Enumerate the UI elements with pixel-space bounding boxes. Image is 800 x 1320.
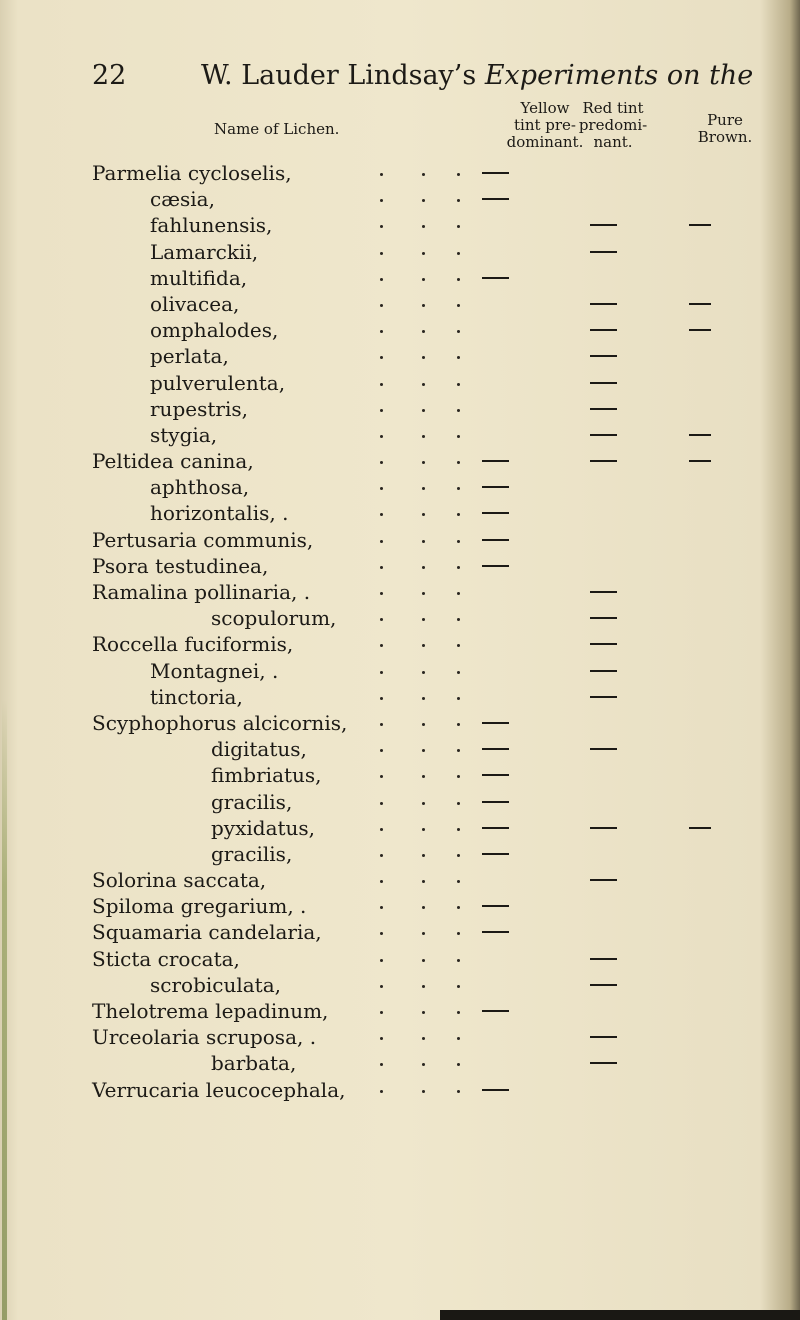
running-title-italic: Experiments on the	[484, 60, 754, 91]
dash-yellow	[482, 565, 509, 567]
leader-dot	[457, 959, 460, 962]
table-row	[0, 291, 800, 317]
leader-dot	[380, 435, 383, 438]
leader-dot	[457, 278, 460, 281]
table-row	[0, 212, 800, 238]
lichen-name: omphalodes,	[150, 318, 279, 343]
lichen-name: tinctoria,	[150, 684, 243, 709]
leader-dot	[422, 461, 425, 464]
leader-dot	[457, 985, 460, 988]
leader-dot	[380, 828, 383, 831]
leader-dots	[0, 658, 800, 684]
dash-yellow	[482, 486, 509, 488]
leader-dot	[457, 697, 460, 700]
table-row	[0, 474, 800, 500]
leader-dot	[422, 304, 425, 307]
leader-dot	[422, 566, 425, 569]
dash-red	[590, 696, 617, 698]
leader-dot	[380, 592, 383, 595]
leader-dot	[457, 644, 460, 647]
leader-dot	[457, 932, 460, 935]
leader-dots	[0, 343, 800, 369]
dash-red	[590, 355, 617, 357]
table-row	[0, 265, 800, 291]
leader-dot	[422, 330, 425, 333]
leader-dot	[422, 513, 425, 516]
dash-red	[590, 224, 617, 226]
lichen-name: Solorina saccata,	[92, 868, 267, 893]
table-row	[0, 710, 800, 736]
leader-dot	[457, 775, 460, 778]
dash-yellow	[482, 748, 509, 750]
leader-dot	[380, 906, 383, 909]
table-row	[0, 579, 800, 605]
lichen-name: perlata,	[150, 344, 229, 369]
leader-dot	[380, 540, 383, 543]
table-row	[0, 658, 800, 684]
leader-dot	[457, 173, 460, 176]
leader-dot	[422, 828, 425, 831]
lichen-name: Psora testudinea,	[92, 553, 269, 578]
lichen-name: barbata,	[211, 1051, 297, 1076]
leader-dot	[457, 304, 460, 307]
leader-dot	[422, 383, 425, 386]
leader-dot	[457, 356, 460, 359]
leader-dot	[457, 225, 460, 228]
leader-dots	[0, 789, 800, 815]
running-title-author: W. Lauder Lindsay’s	[201, 60, 477, 91]
dash-red	[590, 958, 617, 960]
table-row	[0, 1077, 800, 1103]
lichen-name: Spiloma gregarium, .	[92, 894, 307, 919]
leader-dot	[457, 1011, 460, 1014]
bottom-edge-shadow	[440, 1310, 800, 1320]
dash-red	[590, 984, 617, 986]
table-row	[0, 972, 800, 998]
leader-dot	[422, 618, 425, 621]
leader-dot	[380, 1063, 383, 1066]
dash-yellow	[482, 512, 509, 514]
leader-dot	[380, 356, 383, 359]
leader-dots	[0, 527, 800, 553]
lichen-name: aphthosa,	[150, 475, 250, 500]
table-row	[0, 789, 800, 815]
dash-brown	[689, 224, 711, 226]
leader-dot	[422, 959, 425, 962]
leader-dot	[422, 540, 425, 543]
lichen-name: gracilis,	[211, 841, 293, 866]
dash-red	[590, 303, 617, 305]
table-row	[0, 186, 800, 212]
leader-dot	[380, 225, 383, 228]
table-row	[0, 1024, 800, 1050]
dash-red	[590, 329, 617, 331]
leader-dot	[380, 749, 383, 752]
lichen-name: Thelotrema lepadinum,	[92, 999, 329, 1023]
leader-dots	[0, 291, 800, 317]
leader-dots	[0, 946, 800, 972]
leader-dots	[0, 893, 800, 919]
dash-brown	[689, 329, 711, 331]
leader-dot	[380, 409, 383, 412]
leader-dot	[422, 671, 425, 674]
table-row	[0, 553, 800, 579]
page-number: 22	[92, 60, 127, 91]
leader-dot	[380, 671, 383, 674]
leader-dot	[457, 383, 460, 386]
dash-yellow	[482, 198, 509, 200]
leader-dot	[422, 932, 425, 935]
leader-dot	[422, 173, 425, 176]
leader-dot	[380, 775, 383, 778]
leader-dot	[422, 644, 425, 647]
dash-brown	[689, 303, 711, 305]
leader-dot	[380, 566, 383, 569]
dash-yellow	[482, 460, 509, 462]
leader-dots	[0, 1077, 800, 1103]
dash-yellow	[482, 1089, 509, 1091]
leader-dot	[457, 409, 460, 412]
leader-dot	[380, 278, 383, 281]
table-row	[0, 1050, 800, 1076]
table-row	[0, 396, 800, 422]
table-row	[0, 500, 800, 526]
dash-red	[590, 382, 617, 384]
leader-dots	[0, 684, 800, 710]
dash-yellow	[482, 853, 509, 855]
leader-dot	[422, 854, 425, 857]
leader-dot	[422, 356, 425, 359]
leader-dots	[0, 212, 800, 238]
leader-dot	[457, 1037, 460, 1040]
lichen-name: scopulorum,	[211, 606, 337, 631]
leader-dot	[380, 304, 383, 307]
dash-yellow	[482, 931, 509, 933]
leader-dots	[0, 841, 800, 867]
dash-brown	[689, 827, 711, 829]
leader-dot	[380, 383, 383, 386]
leader-dot	[380, 1011, 383, 1014]
leader-dot	[457, 435, 460, 438]
running-header	[92, 60, 754, 100]
leader-dot	[380, 854, 383, 857]
column-header-red	[563, 100, 663, 151]
leader-dot	[380, 723, 383, 726]
leader-dot	[422, 906, 425, 909]
column-header-red-line: predomi-	[578, 116, 648, 134]
leader-dot	[380, 1037, 383, 1040]
leader-dot	[380, 618, 383, 621]
leader-dots	[0, 317, 800, 343]
leader-dot	[380, 644, 383, 647]
leader-dot	[380, 985, 383, 988]
column-header-red-line: Red tint	[582, 99, 644, 117]
leader-dots	[0, 396, 800, 422]
leader-dot	[457, 1090, 460, 1093]
lichen-name: Squamaria candelaria,	[92, 920, 322, 945]
dash-red	[590, 670, 617, 672]
leader-dots	[0, 815, 800, 841]
leader-dots	[0, 553, 800, 579]
leader-dot	[457, 618, 460, 621]
lichen-name: pyxidatus,	[211, 815, 316, 840]
leader-dots	[0, 474, 800, 500]
dash-brown	[689, 434, 711, 436]
leader-dot	[380, 697, 383, 700]
leader-dots	[0, 867, 800, 893]
lichen-name: Urceolaria scruposa, .	[92, 1025, 317, 1050]
lichen-name: Peltidea canina,	[92, 449, 254, 474]
dash-red	[590, 1062, 617, 1064]
leader-dot	[380, 1090, 383, 1093]
leader-dot	[457, 854, 460, 857]
leader-dot	[422, 749, 425, 752]
dash-red	[590, 827, 617, 829]
column-header-brown-line: Brown.	[697, 128, 753, 146]
dash-yellow	[482, 827, 509, 829]
leader-dots	[0, 265, 800, 291]
dash-yellow	[482, 539, 509, 541]
leader-dot	[457, 330, 460, 333]
table-row	[0, 893, 800, 919]
leader-dot	[457, 828, 460, 831]
lichen-name: olivacea,	[150, 291, 240, 316]
lichen-table	[0, 160, 800, 1103]
dash-red	[590, 748, 617, 750]
lichen-name: fahlunensis,	[150, 213, 273, 238]
table-row	[0, 448, 800, 474]
leader-dot	[380, 199, 383, 202]
leader-dot	[422, 252, 425, 255]
leader-dot	[422, 723, 425, 726]
column-header-name: Name of Lichen.	[214, 120, 340, 138]
table-row	[0, 631, 800, 657]
table-row	[0, 239, 800, 265]
leader-dot	[422, 225, 425, 228]
leader-dots	[0, 972, 800, 998]
leader-dots	[0, 448, 800, 474]
leader-dots	[0, 998, 800, 1024]
leader-dot	[380, 487, 383, 490]
dash-red	[590, 617, 617, 619]
lichen-name: Pertusaria communis,	[92, 527, 314, 552]
leader-dot	[457, 671, 460, 674]
leader-dot	[457, 461, 460, 464]
table-row	[0, 762, 800, 788]
lichen-name: rupestris,	[150, 396, 248, 421]
leader-dot	[457, 749, 460, 752]
leader-dot	[457, 1063, 460, 1066]
leader-dots	[0, 631, 800, 657]
dash-yellow	[482, 172, 509, 174]
table-row	[0, 160, 800, 186]
leader-dot	[422, 592, 425, 595]
leader-dot	[457, 199, 460, 202]
leader-dot	[380, 932, 383, 935]
column-header-brown-line: Pure	[707, 111, 743, 129]
dash-yellow	[482, 905, 509, 907]
leader-dot	[380, 880, 383, 883]
dash-yellow	[482, 774, 509, 776]
leader-dot	[422, 1063, 425, 1066]
leader-dot	[380, 461, 383, 464]
column-header-yellow-line: dominant.	[506, 133, 584, 151]
leader-dot	[380, 173, 383, 176]
lichen-name: Verrucaria leucocephala,	[92, 1077, 346, 1102]
table-row	[0, 815, 800, 841]
table-row	[0, 998, 800, 1024]
table-row	[0, 317, 800, 343]
leader-dot	[380, 802, 383, 805]
leader-dots	[0, 1050, 800, 1076]
leader-dot	[422, 435, 425, 438]
leader-dot	[380, 513, 383, 516]
leader-dot	[422, 880, 425, 883]
leader-dot	[422, 487, 425, 490]
table-row	[0, 867, 800, 893]
lichen-name: Parmelia cycloselis,	[92, 161, 292, 185]
dash-yellow	[482, 801, 509, 803]
leader-dot	[380, 330, 383, 333]
column-header-brown	[690, 112, 760, 146]
leader-dot	[422, 985, 425, 988]
leader-dot	[422, 1090, 425, 1093]
leader-dots	[0, 500, 800, 526]
table-row	[0, 919, 800, 945]
leader-dot	[380, 252, 383, 255]
leader-dot	[422, 1037, 425, 1040]
leader-dots	[0, 160, 800, 186]
dash-yellow	[482, 722, 509, 724]
lichen-name: Lamarckii,	[150, 239, 259, 264]
dash-red	[590, 1036, 617, 1038]
leader-dot	[457, 540, 460, 543]
lichen-name: pulverulenta,	[150, 370, 286, 395]
leader-dots	[0, 579, 800, 605]
leader-dots	[0, 422, 800, 448]
leader-dot	[422, 697, 425, 700]
dash-red	[590, 408, 617, 410]
lichen-name: multifida,	[150, 265, 248, 290]
lichen-name: fimbriatus,	[211, 763, 322, 788]
lichen-name: Montagnei, .	[150, 658, 279, 683]
table-row	[0, 527, 800, 553]
lichen-name: scrobiculata,	[150, 972, 281, 997]
leader-dot	[457, 487, 460, 490]
lichen-name: digitatus,	[211, 737, 307, 762]
leader-dots	[0, 186, 800, 212]
leader-dot	[422, 775, 425, 778]
lichen-name: Scyphophorus alcicornis,	[92, 710, 348, 735]
leader-dot	[380, 959, 383, 962]
leader-dots	[0, 710, 800, 736]
dash-red	[590, 643, 617, 645]
table-row	[0, 841, 800, 867]
table-row	[0, 605, 800, 631]
column-header-red-line: nant.	[593, 133, 633, 151]
leader-dots	[0, 370, 800, 396]
dash-red	[590, 591, 617, 593]
table-row	[0, 422, 800, 448]
dash-brown	[689, 460, 711, 462]
leader-dot	[457, 566, 460, 569]
leader-dots	[0, 605, 800, 631]
leader-dot	[457, 802, 460, 805]
running-title	[201, 60, 753, 91]
leader-dot	[422, 278, 425, 281]
leader-dot	[457, 252, 460, 255]
lichen-name: Ramalina pollinaria, .	[92, 580, 311, 604]
lichen-name: Roccella fuciformis,	[92, 632, 294, 657]
dash-yellow	[482, 1010, 509, 1012]
table-row	[0, 946, 800, 972]
leader-dot	[422, 199, 425, 202]
table-row	[0, 736, 800, 762]
leader-dot	[457, 723, 460, 726]
table-row	[0, 684, 800, 710]
column-header-yellow-line: Yellow	[520, 99, 570, 117]
leader-dots	[0, 919, 800, 945]
table-row	[0, 343, 800, 369]
table-row	[0, 370, 800, 396]
lichen-name: stygia,	[150, 422, 218, 447]
lichen-name: Sticta crocata,	[92, 946, 240, 971]
dash-yellow	[482, 277, 509, 279]
leader-dot	[457, 513, 460, 516]
leader-dot	[457, 880, 460, 883]
column-header-yellow-line: tint pre-	[514, 116, 576, 134]
leader-dot	[457, 592, 460, 595]
lichen-name: gracilis,	[211, 789, 293, 814]
dash-red	[590, 251, 617, 253]
lichen-name: cæsia,	[150, 187, 215, 212]
leader-dots	[0, 1024, 800, 1050]
leader-dot	[422, 1011, 425, 1014]
leader-dots	[0, 239, 800, 265]
leader-dots	[0, 736, 800, 762]
leader-dot	[457, 906, 460, 909]
lichen-name: horizontalis, .	[150, 501, 289, 526]
leader-dot	[422, 409, 425, 412]
leader-dots	[0, 762, 800, 788]
dash-red	[590, 434, 617, 436]
leader-dot	[422, 802, 425, 805]
dash-red	[590, 460, 617, 462]
dash-red	[590, 879, 617, 881]
